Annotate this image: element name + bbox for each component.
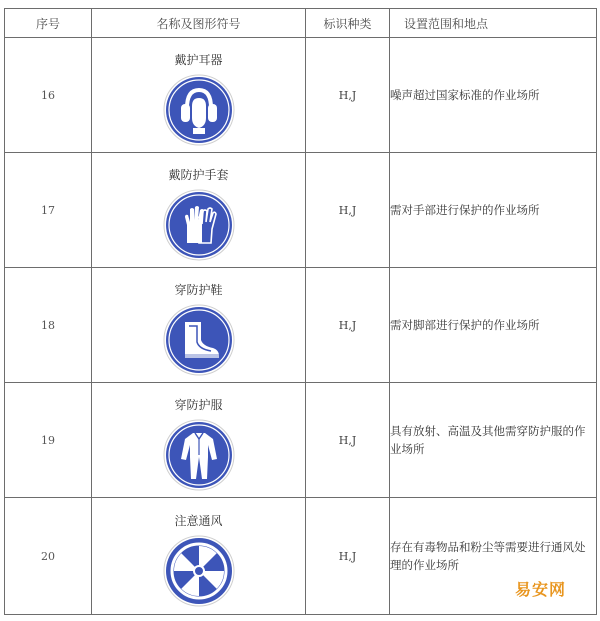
table-header-row: [5, 9, 597, 38]
header-no: 序号: [5, 9, 92, 38]
sign-place: 需对手部进行保护的作业场所: [390, 153, 597, 268]
protective-gloves-icon: [163, 189, 235, 261]
sign-name: 注意通风: [174, 513, 223, 528]
table-row: [5, 383, 597, 498]
sign-place: 具有放射、高温及其他需穿防护服的作业场所: [390, 383, 597, 498]
name-cell: [92, 153, 306, 268]
row-number: 17: [5, 153, 92, 268]
ear-protector-icon: [163, 74, 235, 146]
row-number: 16: [5, 38, 92, 153]
sign-name: 穿防护鞋: [174, 282, 223, 297]
sign-place: 噪声超过国家标准的作业场所: [390, 38, 597, 153]
sign-type: H,J: [306, 153, 390, 268]
sign-place: 存在有毒物品和粉尘等需要进行通风处理的作业场所: [390, 498, 597, 615]
header-name: 名称及图形符号: [92, 9, 306, 38]
watermark-logo: 易安网: [515, 580, 567, 599]
sign-type: H,J: [306, 268, 390, 383]
name-cell: [92, 38, 306, 153]
ventilation-fan-icon: [163, 535, 235, 607]
header-place: 设置范围和地点: [390, 9, 597, 38]
protective-boots-icon: [163, 304, 235, 376]
row-number: 18: [5, 268, 92, 383]
sign-name: 穿防护服: [174, 397, 223, 412]
name-cell: [92, 498, 306, 615]
safety-sign-table: [4, 8, 597, 615]
table-row: [5, 268, 597, 383]
sign-type: H,J: [306, 498, 390, 615]
row-number: 20: [5, 498, 92, 615]
table-row: [5, 153, 597, 268]
sign-name: 戴防护手套: [168, 167, 229, 182]
sign-type: H,J: [306, 383, 390, 498]
table-row: [5, 38, 597, 153]
table-row: [5, 498, 597, 615]
row-number: 19: [5, 383, 92, 498]
sign-name: 戴护耳器: [174, 52, 223, 67]
name-cell: [92, 383, 306, 498]
sign-place: 需对脚部进行保护的作业场所: [390, 268, 597, 383]
sign-type: H,J: [306, 38, 390, 153]
name-cell: [92, 268, 306, 383]
header-type: 标识种类: [306, 9, 390, 38]
protective-suit-icon: [163, 419, 235, 491]
